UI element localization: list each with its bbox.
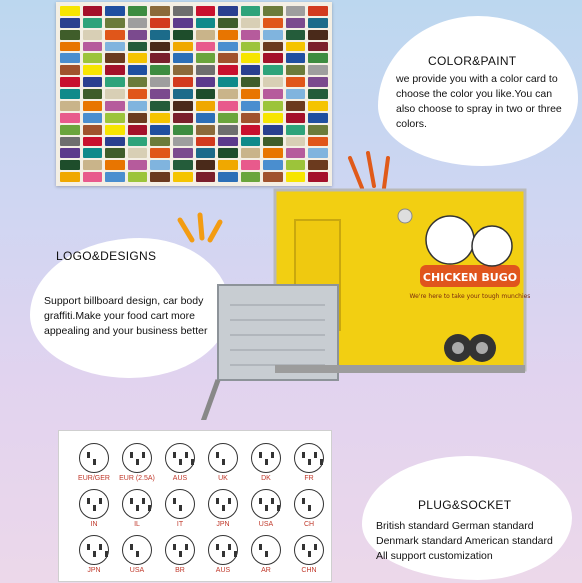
socket-pin <box>179 459 182 465</box>
socket-icon <box>294 489 324 519</box>
color-swatch <box>263 101 283 111</box>
color-swatch <box>128 30 148 40</box>
color-swatch <box>105 89 125 99</box>
socket-pin <box>320 459 323 465</box>
color-swatch <box>105 65 125 75</box>
socket-icon <box>122 489 152 519</box>
socket-label: UK <box>218 475 228 482</box>
color-swatch <box>173 101 193 111</box>
socket-pin <box>185 544 188 550</box>
socket-label: CH <box>303 521 315 528</box>
color-swatch <box>150 113 170 123</box>
socket-pin <box>308 551 311 557</box>
socket-pin <box>179 551 182 557</box>
socket-label: IL <box>134 521 140 528</box>
color-swatch <box>218 125 238 135</box>
socket-pin <box>148 505 151 511</box>
color-swatch <box>128 113 148 123</box>
socket-pin <box>173 498 176 504</box>
color-swatch <box>241 137 261 147</box>
color-swatch <box>308 6 328 16</box>
socket-pin <box>277 505 280 511</box>
color-swatch <box>196 77 216 87</box>
color-swatch <box>286 101 306 111</box>
socket-icon <box>165 443 195 473</box>
socket-pin <box>173 452 176 458</box>
color-swatch <box>218 42 238 52</box>
socket-pin <box>136 505 139 511</box>
color-swatch <box>218 89 238 99</box>
color-swatch <box>150 42 170 52</box>
socket-icon <box>251 489 281 519</box>
socket-icon <box>251 443 281 473</box>
color-swatch <box>150 53 170 63</box>
color-swatch <box>150 18 170 28</box>
logo-designs-title: LOGO&DESIGNS <box>56 249 157 263</box>
color-swatch <box>150 101 170 111</box>
color-swatch <box>105 172 125 182</box>
color-swatch <box>105 101 125 111</box>
color-swatch <box>105 160 125 170</box>
color-swatch <box>241 18 261 28</box>
socket-label: FR <box>304 475 314 482</box>
socket-pin <box>302 498 305 504</box>
color-swatch <box>286 18 306 28</box>
socket-icon <box>79 535 109 565</box>
socket-label: AR <box>261 567 271 574</box>
color-swatch <box>150 148 170 158</box>
socket-pin <box>228 498 231 504</box>
color-swatch <box>263 30 283 40</box>
color-swatch <box>286 89 306 99</box>
color-paint-body: we provide you with a color card to choose the color you like.You can also choose to spray in two or three colors. <box>396 73 562 130</box>
socket-pin <box>87 544 90 550</box>
color-swatch <box>263 113 283 123</box>
socket-pin <box>93 551 96 557</box>
color-swatch <box>218 6 238 16</box>
color-swatch <box>128 65 148 75</box>
socket-icon <box>208 443 238 473</box>
color-swatch <box>263 125 283 135</box>
socket-pin <box>271 452 274 458</box>
color-swatch <box>263 65 283 75</box>
socket-pin <box>99 498 102 504</box>
socket-icon <box>122 535 152 565</box>
color-swatch <box>105 18 125 28</box>
socket-pin <box>185 452 188 458</box>
color-swatch <box>308 77 328 87</box>
socket-pin <box>222 551 225 557</box>
color-swatch <box>241 65 261 75</box>
color-swatch <box>83 18 103 28</box>
color-swatch <box>83 53 103 63</box>
color-swatch <box>196 101 216 111</box>
socket-pin <box>222 505 225 511</box>
socket-pin <box>216 452 219 458</box>
socket-pin <box>271 498 274 504</box>
color-swatch <box>83 6 103 16</box>
socket-icon <box>165 535 195 565</box>
color-swatch <box>60 113 80 123</box>
color-paint-title: COLOR&PAINT <box>428 54 517 68</box>
color-swatch <box>286 77 306 87</box>
color-swatch <box>218 53 238 63</box>
color-swatch <box>150 137 170 147</box>
food-trailer-image <box>200 180 530 420</box>
color-swatch <box>60 148 80 158</box>
color-swatch <box>173 77 193 87</box>
color-swatch <box>218 30 238 40</box>
color-swatch <box>83 125 103 135</box>
color-swatch <box>263 160 283 170</box>
truck-brand-text: CHICKEN BUGO <box>422 271 518 284</box>
socket-icon <box>294 535 324 565</box>
socket-pin <box>259 452 262 458</box>
color-swatch <box>196 148 216 158</box>
color-swatch <box>308 148 328 158</box>
socket-label: EUR (2.5A) <box>119 475 155 482</box>
socket-pin <box>179 505 182 511</box>
socket-label: AUS <box>215 567 231 574</box>
color-swatch-grid <box>60 6 328 182</box>
color-swatch <box>150 172 170 182</box>
color-swatch <box>218 148 238 158</box>
color-swatch <box>173 53 193 63</box>
color-swatch <box>286 113 306 123</box>
socket-pin <box>99 544 102 550</box>
color-swatch <box>83 65 103 75</box>
color-swatch <box>128 125 148 135</box>
color-swatch <box>173 89 193 99</box>
color-swatch <box>196 30 216 40</box>
color-swatch <box>173 148 193 158</box>
color-swatch <box>105 77 125 87</box>
socket-pin <box>130 498 133 504</box>
color-swatch <box>60 137 80 147</box>
color-swatch <box>60 6 80 16</box>
color-swatch <box>286 65 306 75</box>
socket-label: AUS <box>172 475 188 482</box>
socket-pin <box>87 452 90 458</box>
color-swatch <box>286 137 306 147</box>
socket-label: CHN <box>301 567 317 574</box>
plug-socket-body: British standard German standard Denmark standard American standard All support customization <box>376 520 553 562</box>
color-swatch <box>218 18 238 28</box>
socket-label: IN <box>90 521 98 528</box>
socket-label: USA <box>129 567 145 574</box>
color-swatch <box>241 6 261 16</box>
socket-label: DK <box>261 475 271 482</box>
socket-icon <box>79 443 109 473</box>
color-swatch <box>128 42 148 52</box>
color-swatch <box>218 65 238 75</box>
color-swatch <box>286 30 306 40</box>
color-swatch <box>83 160 103 170</box>
color-swatch <box>128 160 148 170</box>
color-swatch <box>173 137 193 147</box>
color-swatch <box>196 53 216 63</box>
color-swatch <box>241 53 261 63</box>
color-swatch <box>105 30 125 40</box>
color-swatch <box>263 137 283 147</box>
color-swatch <box>263 6 283 16</box>
socket-pin <box>136 459 139 465</box>
color-swatch <box>105 53 125 63</box>
color-swatch <box>196 18 216 28</box>
color-swatch <box>105 148 125 158</box>
color-swatch <box>173 125 193 135</box>
color-swatch <box>241 160 261 170</box>
socket-label: USA <box>258 521 274 528</box>
socket-pin <box>314 452 317 458</box>
color-swatch <box>150 77 170 87</box>
logo-designs-body: Support billboard design, car body graffiti.Make your food cart more appealing and your business better <box>44 295 208 337</box>
color-card <box>56 2 332 186</box>
color-swatch <box>83 113 103 123</box>
color-swatch <box>241 77 261 87</box>
color-swatch <box>128 53 148 63</box>
color-swatch <box>105 42 125 52</box>
color-swatch <box>196 137 216 147</box>
socket-pin <box>259 544 262 550</box>
color-swatch <box>308 160 328 170</box>
color-swatch <box>241 148 261 158</box>
color-swatch <box>60 125 80 135</box>
color-swatch <box>308 137 328 147</box>
color-swatch <box>105 6 125 16</box>
color-swatch <box>150 65 170 75</box>
socket-pin <box>222 459 225 465</box>
color-swatch <box>128 137 148 147</box>
socket-pin <box>130 452 133 458</box>
socket-pin <box>136 551 139 557</box>
color-swatch <box>128 148 148 158</box>
socket-pin <box>191 459 194 465</box>
socket-pin <box>105 551 108 557</box>
socket-pin <box>216 498 219 504</box>
color-swatch <box>128 89 148 99</box>
color-swatch <box>241 113 261 123</box>
socket-pin <box>265 459 268 465</box>
color-swatch <box>286 125 306 135</box>
socket-pin <box>308 505 311 511</box>
color-swatch <box>83 30 103 40</box>
socket-pin <box>142 498 145 504</box>
color-swatch <box>83 89 103 99</box>
color-swatch <box>196 6 216 16</box>
socket-icon <box>79 489 109 519</box>
color-swatch <box>196 65 216 75</box>
color-swatch <box>218 113 238 123</box>
color-swatch <box>218 160 238 170</box>
color-swatch <box>128 172 148 182</box>
color-swatch <box>241 101 261 111</box>
color-swatch <box>308 53 328 63</box>
color-swatch <box>60 101 80 111</box>
color-swatch <box>60 89 80 99</box>
color-swatch <box>128 6 148 16</box>
socket-pin <box>234 551 237 557</box>
color-swatch <box>308 30 328 40</box>
socket-pin <box>314 544 317 550</box>
color-swatch <box>218 101 238 111</box>
color-swatch <box>286 6 306 16</box>
color-swatch <box>105 125 125 135</box>
color-swatch <box>60 30 80 40</box>
color-swatch <box>286 160 306 170</box>
socket-pin <box>259 498 262 504</box>
socket-pin <box>302 544 305 550</box>
socket-label: BR <box>175 567 185 574</box>
color-swatch <box>150 6 170 16</box>
color-swatch <box>241 30 261 40</box>
color-swatch <box>241 42 261 52</box>
color-swatch <box>105 113 125 123</box>
color-swatch <box>241 89 261 99</box>
color-swatch <box>263 42 283 52</box>
socket-pin <box>302 452 305 458</box>
socket-label: IT <box>176 521 184 528</box>
color-swatch <box>83 172 103 182</box>
color-swatch <box>308 113 328 123</box>
color-swatch <box>286 53 306 63</box>
color-swatch <box>308 89 328 99</box>
color-swatch <box>60 160 80 170</box>
color-swatch <box>83 101 103 111</box>
color-swatch <box>150 30 170 40</box>
socket-pin <box>93 459 96 465</box>
color-swatch <box>308 42 328 52</box>
color-swatch <box>263 18 283 28</box>
color-swatch <box>308 101 328 111</box>
color-swatch <box>83 42 103 52</box>
socket-pin <box>142 452 145 458</box>
color-swatch <box>173 42 193 52</box>
color-swatch <box>150 160 170 170</box>
color-swatch <box>105 137 125 147</box>
color-swatch <box>60 42 80 52</box>
color-swatch <box>128 101 148 111</box>
color-swatch <box>60 18 80 28</box>
color-swatch <box>308 65 328 75</box>
socket-pin <box>308 459 311 465</box>
color-swatch <box>83 137 103 147</box>
socket-icon <box>208 535 238 565</box>
socket-icon <box>294 443 324 473</box>
color-swatch <box>196 113 216 123</box>
socket-icon <box>165 489 195 519</box>
color-swatch <box>150 89 170 99</box>
color-swatch <box>263 89 283 99</box>
color-swatch <box>196 42 216 52</box>
color-swatch <box>128 77 148 87</box>
color-swatch <box>196 89 216 99</box>
socket-pin <box>265 551 268 557</box>
color-swatch <box>218 137 238 147</box>
color-swatch <box>173 18 193 28</box>
color-swatch <box>263 77 283 87</box>
color-swatch <box>60 65 80 75</box>
socket-pin <box>173 544 176 550</box>
socket-pin <box>265 505 268 511</box>
color-swatch <box>173 65 193 75</box>
socket-label: JPN <box>87 567 101 574</box>
socket-icon <box>122 443 152 473</box>
color-swatch <box>173 113 193 123</box>
color-swatch <box>60 172 80 182</box>
color-swatch <box>173 30 193 40</box>
color-swatch <box>263 148 283 158</box>
socket-pin <box>87 498 90 504</box>
socket-pin <box>228 544 231 550</box>
color-swatch <box>263 53 283 63</box>
color-swatch <box>286 148 306 158</box>
color-swatch <box>308 125 328 135</box>
color-swatch <box>286 42 306 52</box>
truck-slogan-text: We're here to take your tough munchies <box>409 293 530 300</box>
plug-socket-title: PLUG&SOCKET <box>418 498 512 512</box>
color-swatch <box>241 125 261 135</box>
color-swatch <box>196 160 216 170</box>
socket-pin <box>93 505 96 511</box>
color-swatch <box>128 18 148 28</box>
socket-label: JPN <box>216 521 230 528</box>
socket-icon <box>208 489 238 519</box>
color-swatch <box>83 77 103 87</box>
socket-label: EUR/GER <box>78 475 110 482</box>
color-swatch <box>60 77 80 87</box>
socket-standards-card <box>58 430 332 582</box>
color-swatch <box>173 160 193 170</box>
color-swatch <box>150 125 170 135</box>
color-swatch <box>60 53 80 63</box>
color-swatch <box>173 172 193 182</box>
color-swatch <box>218 77 238 87</box>
socket-icon <box>251 535 281 565</box>
socket-pin <box>130 544 133 550</box>
color-swatch <box>196 125 216 135</box>
color-swatch <box>83 148 103 158</box>
color-swatch <box>173 6 193 16</box>
socket-pin <box>216 544 219 550</box>
color-swatch <box>308 18 328 28</box>
